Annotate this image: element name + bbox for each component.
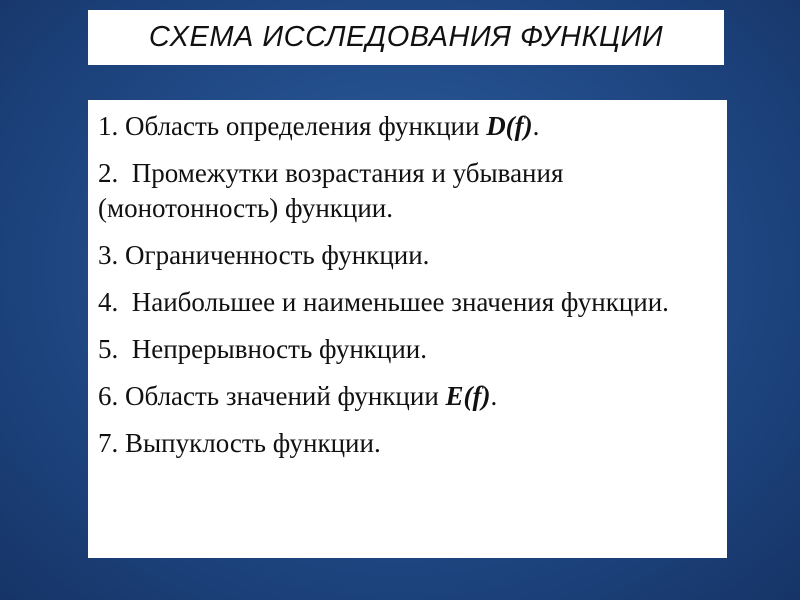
item-number: 6. (98, 381, 125, 411)
item-emphasis: D(f) (486, 111, 533, 141)
item-number: 7. (98, 428, 125, 458)
item-number: 5. (98, 334, 132, 364)
item-number: 3. (98, 240, 125, 270)
item-number: 1. (98, 111, 125, 141)
list-item-4 (98, 285, 717, 320)
item-text: Промежутки возрастания и убывания (монотонность) функции. (98, 158, 564, 223)
list-item-7 (98, 426, 717, 461)
item-emphasis: E(f) (445, 381, 491, 411)
item-text: Область определения функции (125, 111, 487, 141)
item-tail: . (532, 111, 540, 141)
list-item-5 (98, 332, 717, 367)
item-text: Наибольшее и наименьшее значения функции. (131, 287, 669, 317)
title-box (88, 10, 724, 65)
item-text: Непрерывность функции. (131, 334, 428, 364)
list-item-3 (98, 238, 717, 273)
item-number: 2. (98, 158, 132, 188)
list-item-2 (98, 156, 717, 226)
item-text: Выпуклость функции. (125, 428, 381, 458)
content-panel (88, 100, 727, 558)
item-number: 4. (98, 287, 132, 317)
item-text: Область значений функции (125, 381, 446, 411)
list-item-1 (98, 109, 717, 144)
item-text: Ограниченность функции. (125, 240, 430, 270)
item-tail: . (490, 381, 498, 411)
list-item-6 (98, 379, 717, 414)
slide-title: СХЕМА ИССЛЕДОВАНИЯ ФУНКЦИИ (148, 21, 664, 53)
